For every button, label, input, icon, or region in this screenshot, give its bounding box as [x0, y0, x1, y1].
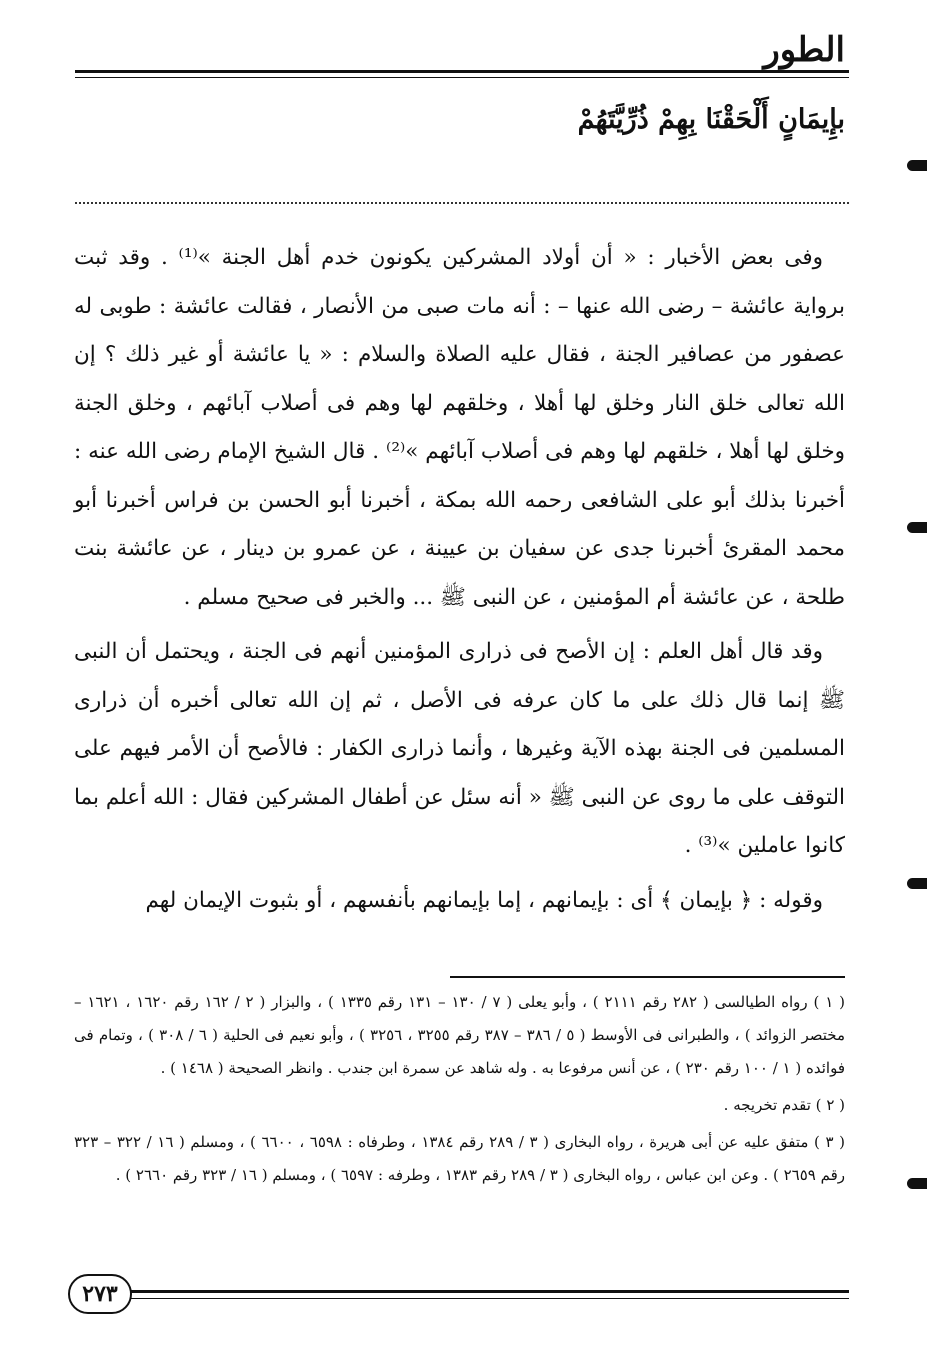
scan-edge-mark-4	[907, 1178, 927, 1189]
footnote-1: ( ١ ) رواه الطيالسى ( ٢٨٢ رقم ٢١١١ ) ، وأبو يعلى ( ٧ / ١٣٠ – ١٣١ رقم ١٣٣٥ ) ، والبزار ( ٢ / ١٦٢ رقم ١٦٢٠ ، ١٦٢١ – مختصر الزوائد ) ، والطبرانى فى الأوسط ( ٥ / ٣٨٦ – ٣٨٧ رقم ٣٢٥٥ ، ٣٢٥٦ ) ، وأبو نعيم فى الحلية ( ٦ / ٣٠٨ ) ، وتمام فى فوائده ( ١ / ١٠٠ رقم ٢٣٠ ) ، عن أنس مرفوعا به . وله شاهد عن سمرة ابن جندب . وانظر الصحيحة ( ١٤٦٨ ) .	[74, 993, 846, 1077]
scan-edge-mark-3	[907, 878, 927, 889]
footer-rule-thick	[120, 1290, 849, 1293]
paragraph-3: وقوله : ﴿ بإيمان ﴾ أى : بإيمانهم ، إما بإيمانهم بأنفسهم ، أو بثبوت الإيمان لهم	[145, 887, 823, 913]
footnotes	[74, 986, 845, 1192]
main-text	[74, 234, 845, 925]
page-number: ٢٧٣	[68, 1274, 132, 1314]
scan-edge-mark-2	[907, 522, 927, 533]
surah-name-header: الطور	[763, 30, 845, 70]
footnote-3: ( ٣ ) متفق عليه عن أبى هريرة ، رواه البخارى ( ٣ / ٢٨٩ رقم ١٣٨٤ ، وطرفاه : ٦٥٩٨ ، ٦٦٠٠ ) ، ومسلم ( ١٦ / ٣٢٢ – ٣٢٣ رقم ٢٦٥٩ ) . وعن ابن عباس ، رواه البخارى ( ٣ / ٢٨٩ رقم ١٣٨٣ ، وطرفه : ٦٥٩٧ ) ، ومسلم ( ١٦ / ٣٢٣ رقم ٢٦٦٠ ) .	[74, 1133, 845, 1184]
verse-divider	[75, 202, 849, 204]
footer-rule-thin	[120, 1298, 849, 1299]
page-number-badge	[60, 1272, 150, 1322]
verse-heading: بإِيمَانٍ أَلْحَقْنَا بِهِمْ ذُرِّيَّتَهُمْ	[577, 104, 845, 135]
header-rule-thin	[75, 77, 849, 78]
header-rule-thick	[75, 70, 849, 73]
paragraph-2: وقد قال أهل العلم : إن الأصح فى ذرارى المؤمنين أنهم فى الجنة ، ويحتمل أن النبى ﷺ إنما قال ذلك على ما كان عرفه فى الأصل ، ثم إن الله تعالى أخبره أن ذرارى المسلمين فى الجنة بهذه الآية وغيرها ، وأنما ذرارى الكفار : فالأصح أن الأمر فيهم على التوقف على ما روى عن النبى ﷺ « أنه سئل عن أطفال المشركين فقال : الله أعلم بما كانوا عاملين »⁽³⁾ .	[74, 639, 845, 858]
paragraph-1: وفى بعض الأخبار : « أن أولاد المشركين يكونون خدم أهل الجنة »⁽¹⁾ . وقد ثبت برواية عائشة – رضى الله عنها – : أنه مات صبى من الأنصار ، فقالت عائشة : طوبى له عصفور من عصافير الجنة ، فقال عليه الصلاة والسلام : « يا عائشة أو غير ذلك ؟ إن الله تعالى خلق النار وخلق لها أهلا ، وخلقهم لها وهم فى أصلاب آبائهم ، وخلق الجنة وخلق لها أهلا ، خلقهم لها وهم فى أصلاب آبائهم »⁽²⁾ . قال الشيخ الإمام رضى الله عنه : أخبرنا بذلك أبو على الشافعى رحمه الله بمكة ، أخبرنا أبو الحسن بن فراس أخبرنا أبو محمد المقرئ أخبرنا جدى عن سفيان بن عيينة ، عن عمرو بن دينار ، عن عائشة بنت طلحة ، عن عائشة أم المؤمنين ، عن النبى ﷺ ... والخبر فى صحيح مسلم .	[74, 245, 845, 610]
footnote-2: ( ٢ ) تقدم تخريجه .	[723, 1096, 845, 1114]
footnote-separator	[450, 976, 845, 978]
scan-edge-mark-1	[907, 160, 927, 171]
